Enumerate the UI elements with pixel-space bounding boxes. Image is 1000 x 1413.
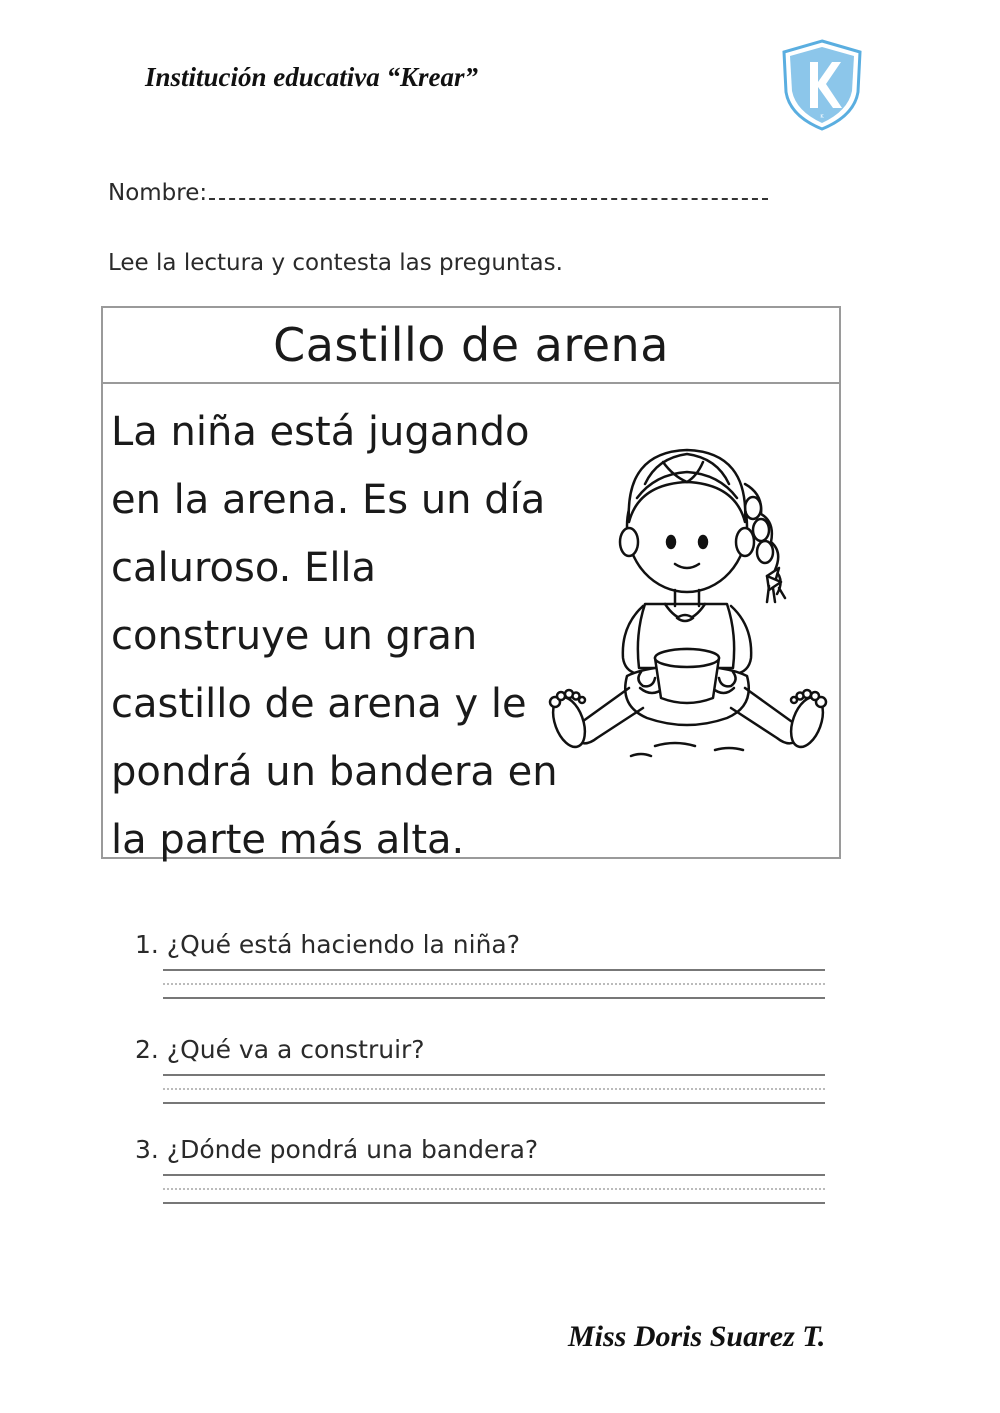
- answer-lines[interactable]: [163, 969, 825, 999]
- school-shield-logo-icon: [780, 38, 864, 132]
- question-1: [135, 930, 825, 999]
- name-field[interactable]: [108, 180, 768, 206]
- reading-line: construye un gran: [111, 613, 478, 659]
- reading-line: La niña está jugando: [111, 409, 530, 455]
- teacher-signature: Miss Doris Suarez T.: [568, 1320, 826, 1353]
- reading-text: [111, 398, 558, 874]
- question-3: [135, 1135, 825, 1204]
- institution-name: Institución educativa “Krear”: [145, 62, 479, 92]
- question-text: 1. ¿Qué está haciendo la niña?: [135, 930, 521, 959]
- girl-illustration-icon: [545, 426, 835, 776]
- answer-lines[interactable]: [163, 1074, 825, 1104]
- question-text: 3. ¿Dónde pondrá una bandera?: [135, 1135, 539, 1164]
- reading-line: caluroso. Ella: [111, 545, 377, 591]
- reading-title-row: [103, 308, 839, 384]
- question-text: 2. ¿Qué va a construir?: [135, 1035, 425, 1064]
- name-label: Nombre:: [108, 180, 208, 206]
- reading-line: castillo de arena y le: [111, 681, 527, 727]
- question-2: [135, 1035, 825, 1104]
- logo-letter: K: [820, 114, 824, 120]
- reading-line: pondrá un bandera en: [111, 749, 558, 795]
- reading-box: [101, 306, 841, 863]
- reading-title: Castillo de arena: [273, 318, 669, 372]
- name-blank-line[interactable]: [209, 198, 768, 200]
- reading-line: la parte más alta.: [111, 817, 465, 863]
- answer-lines[interactable]: [163, 1174, 825, 1204]
- reading-line: en la arena. Es un día: [111, 477, 546, 523]
- instruction-text: Lee la lectura y contesta las preguntas.: [108, 250, 563, 276]
